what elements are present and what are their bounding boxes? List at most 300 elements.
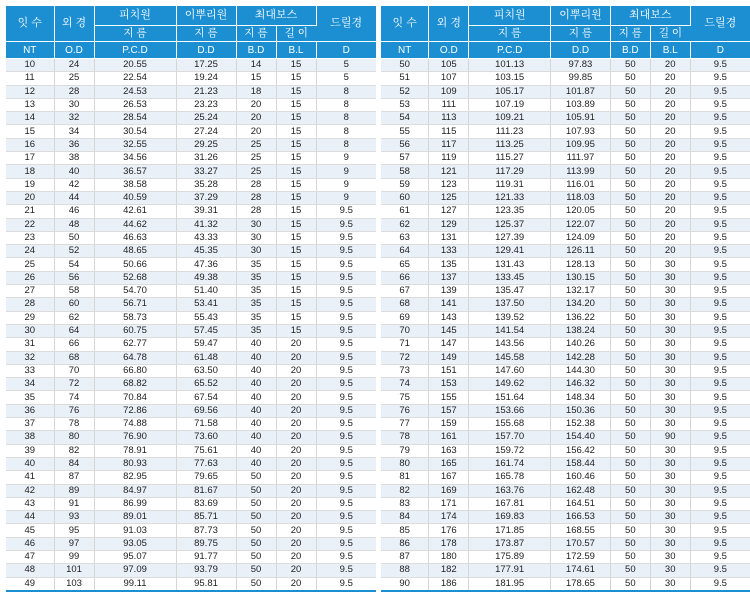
col-bl-code: B.L — [276, 42, 316, 59]
cell-bd: 50 — [610, 471, 650, 484]
cell-drill: 8 — [316, 112, 376, 125]
col-drill-code: D — [690, 42, 750, 59]
cell-nt: 44 — [6, 511, 54, 524]
cell-nt: 71 — [381, 338, 429, 351]
cell-nt: 77 — [381, 418, 429, 431]
cell-drill: 9.5 — [316, 271, 376, 284]
table-row — [381, 165, 750, 178]
cell-nt: 30 — [6, 324, 54, 337]
table-row — [6, 471, 376, 484]
cell-nt: 80 — [381, 457, 429, 470]
cell-pcd: 24.53 — [94, 85, 176, 98]
table-row — [6, 258, 376, 271]
cell-drill: 9.5 — [316, 364, 376, 377]
cell-nt: 69 — [381, 311, 429, 324]
cell-bl: 20 — [276, 418, 316, 431]
cell-bl: 20 — [650, 178, 690, 191]
cell-dd: 103.89 — [551, 98, 611, 111]
cell-od: 131 — [429, 231, 469, 244]
cell-bd: 50 — [610, 524, 650, 537]
cell-dd: 45.35 — [176, 245, 236, 258]
cell-bd: 50 — [610, 311, 650, 324]
cell-pcd: 141.54 — [469, 324, 551, 337]
table-row — [381, 191, 750, 204]
cell-od: 141 — [429, 298, 469, 311]
cell-dd: 158.44 — [551, 457, 611, 470]
spec-table-right — [381, 6, 750, 592]
col-drill-title: 드릴경 — [690, 6, 750, 42]
cell-pcd: 127.39 — [469, 231, 551, 244]
cell-bl: 20 — [650, 112, 690, 125]
cell-od: 52 — [54, 245, 94, 258]
cell-bl: 30 — [650, 484, 690, 497]
cell-pcd: 91.03 — [94, 524, 176, 537]
cell-bd: 40 — [236, 431, 276, 444]
cell-nt: 18 — [6, 165, 54, 178]
col-pcd-code: P.C.D — [469, 42, 551, 59]
cell-nt: 35 — [6, 391, 54, 404]
table-row — [381, 457, 750, 470]
cell-nt: 16 — [6, 138, 54, 151]
cell-dd: 124.09 — [551, 231, 611, 244]
cell-drill: 9.5 — [690, 165, 750, 178]
cell-nt: 33 — [6, 364, 54, 377]
cell-bd: 50 — [610, 511, 650, 524]
cell-pcd: 22.54 — [94, 72, 176, 85]
col-dd-sub: 지 름 — [176, 26, 236, 42]
cell-nt: 88 — [381, 564, 429, 577]
cell-od: 36 — [54, 138, 94, 151]
cell-od: 48 — [54, 218, 94, 231]
cell-bl: 30 — [650, 364, 690, 377]
cell-od: 28 — [54, 85, 94, 98]
cell-drill: 8 — [316, 125, 376, 138]
cell-bd: 35 — [236, 324, 276, 337]
cell-bl: 15 — [276, 245, 316, 258]
cell-drill: 9.5 — [690, 218, 750, 231]
cell-bd: 30 — [236, 218, 276, 231]
cell-nt: 17 — [6, 152, 54, 165]
cell-bl: 30 — [650, 537, 690, 550]
cell-od: 113 — [429, 112, 469, 125]
cell-nt: 41 — [6, 471, 54, 484]
table-row — [6, 59, 376, 72]
cell-nt: 78 — [381, 431, 429, 444]
cell-bl: 15 — [276, 205, 316, 218]
cell-od: 151 — [429, 364, 469, 377]
cell-bl: 30 — [650, 298, 690, 311]
cell-bd: 40 — [236, 391, 276, 404]
cell-bd: 50 — [610, 285, 650, 298]
cell-drill: 9.5 — [316, 404, 376, 417]
cell-pcd: 149.62 — [469, 378, 551, 391]
cell-bl: 30 — [650, 351, 690, 364]
cell-nt: 10 — [6, 59, 54, 72]
cell-bd: 50 — [610, 138, 650, 151]
cell-pcd: 177.91 — [469, 564, 551, 577]
cell-bl: 90 — [650, 431, 690, 444]
cell-dd: 148.34 — [551, 391, 611, 404]
table-row — [6, 457, 376, 470]
cell-drill: 9.5 — [316, 205, 376, 218]
table-row — [381, 271, 750, 284]
cell-drill: 5 — [316, 72, 376, 85]
cell-dd: 59.47 — [176, 338, 236, 351]
col-drill-title: 드릴경 — [316, 6, 376, 42]
table-row — [381, 231, 750, 244]
cell-od: 123 — [429, 178, 469, 191]
cell-drill: 9.5 — [316, 511, 376, 524]
cell-od: 25 — [54, 72, 94, 85]
col-bl-code: B.L — [650, 42, 690, 59]
table-row — [381, 98, 750, 111]
cell-dd: 21.23 — [176, 85, 236, 98]
cell-dd: 138.24 — [551, 324, 611, 337]
cell-drill: 9.5 — [316, 471, 376, 484]
table-row — [6, 98, 376, 111]
cell-pcd: 155.68 — [469, 418, 551, 431]
table-row — [381, 338, 750, 351]
cell-bd: 50 — [610, 550, 650, 563]
cell-pcd: 64.78 — [94, 351, 176, 364]
table-row — [6, 418, 376, 431]
cell-od: 40 — [54, 165, 94, 178]
cell-drill: 9.5 — [690, 564, 750, 577]
col-dd-code: D.D — [176, 42, 236, 59]
cell-drill: 9.5 — [690, 298, 750, 311]
table-row — [381, 138, 750, 151]
cell-pcd: 60.75 — [94, 324, 176, 337]
cell-drill: 9.5 — [690, 72, 750, 85]
cell-od: 135 — [429, 258, 469, 271]
cell-pcd: 34.56 — [94, 152, 176, 165]
cell-od: 149 — [429, 351, 469, 364]
cell-pcd: 115.27 — [469, 152, 551, 165]
cell-dd: 43.33 — [176, 231, 236, 244]
table-row — [381, 444, 750, 457]
cell-bl: 15 — [276, 231, 316, 244]
cell-nt: 64 — [381, 245, 429, 258]
cell-dd: 71.58 — [176, 418, 236, 431]
cell-pcd: 32.55 — [94, 138, 176, 151]
cell-dd: 107.93 — [551, 125, 611, 138]
cell-pcd: 167.81 — [469, 497, 551, 510]
cell-bd: 50 — [610, 231, 650, 244]
cell-od: 111 — [429, 98, 469, 111]
cell-bd: 35 — [236, 285, 276, 298]
cell-bl: 20 — [650, 152, 690, 165]
col-bd-sub: 지 름 — [236, 26, 276, 42]
cell-pcd: 123.35 — [469, 205, 551, 218]
cell-dd: 113.99 — [551, 165, 611, 178]
cell-bl: 30 — [650, 285, 690, 298]
cell-bd: 50 — [236, 471, 276, 484]
cell-pcd: 137.50 — [469, 298, 551, 311]
cell-dd: 47.36 — [176, 258, 236, 271]
table-row — [381, 484, 750, 497]
cell-dd: 61.48 — [176, 351, 236, 364]
cell-bl: 15 — [276, 152, 316, 165]
cell-nt: 63 — [381, 231, 429, 244]
table-row — [6, 484, 376, 497]
cell-bd: 35 — [236, 311, 276, 324]
cell-bl: 30 — [650, 418, 690, 431]
cell-drill: 9.5 — [690, 98, 750, 111]
cell-od: 78 — [54, 418, 94, 431]
table-row — [6, 324, 376, 337]
cell-od: 89 — [54, 484, 94, 497]
cell-bl: 30 — [650, 324, 690, 337]
cell-bl: 30 — [650, 271, 690, 284]
cell-pcd: 89.01 — [94, 511, 176, 524]
cell-bl: 20 — [276, 378, 316, 391]
table-row — [381, 245, 750, 258]
cell-bd: 14 — [236, 59, 276, 72]
cell-dd: 156.42 — [551, 444, 611, 457]
cell-bd: 18 — [236, 85, 276, 98]
cell-bd: 50 — [610, 59, 650, 72]
cell-bd: 50 — [610, 112, 650, 125]
cell-bd: 50 — [610, 431, 650, 444]
cell-pcd: 28.54 — [94, 112, 176, 125]
cell-bl: 15 — [276, 138, 316, 151]
cell-bl: 15 — [276, 324, 316, 337]
cell-drill: 9.5 — [690, 85, 750, 98]
cell-od: 82 — [54, 444, 94, 457]
cell-nt: 51 — [381, 72, 429, 85]
cell-bl: 20 — [276, 338, 316, 351]
cell-pcd: 95.07 — [94, 550, 176, 563]
cell-bl: 30 — [650, 497, 690, 510]
cell-dd: 39.31 — [176, 205, 236, 218]
cell-nt: 52 — [381, 85, 429, 98]
cell-nt: 20 — [6, 191, 54, 204]
cell-pcd: 135.47 — [469, 285, 551, 298]
cell-bl: 20 — [650, 218, 690, 231]
cell-bl: 20 — [650, 98, 690, 111]
cell-bl: 30 — [650, 550, 690, 563]
cell-pcd: 26.53 — [94, 98, 176, 111]
cell-dd: 81.67 — [176, 484, 236, 497]
cell-nt: 38 — [6, 431, 54, 444]
cell-bl: 30 — [650, 564, 690, 577]
cell-nt: 42 — [6, 484, 54, 497]
cell-bd: 50 — [236, 497, 276, 510]
cell-bl: 30 — [650, 311, 690, 324]
cell-pcd: 44.62 — [94, 218, 176, 231]
cell-nt: 28 — [6, 298, 54, 311]
cell-nt: 32 — [6, 351, 54, 364]
cell-bd: 40 — [236, 404, 276, 417]
table-row — [6, 524, 376, 537]
cell-dd: 51.40 — [176, 285, 236, 298]
cell-pcd: 133.45 — [469, 271, 551, 284]
cell-nt: 50 — [381, 59, 429, 72]
cell-drill: 9.5 — [690, 258, 750, 271]
cell-drill: 9.5 — [316, 457, 376, 470]
cell-bd: 50 — [610, 298, 650, 311]
cell-bd: 50 — [610, 378, 650, 391]
cell-od: 66 — [54, 338, 94, 351]
cell-drill: 9.5 — [690, 338, 750, 351]
col-pcd-title: 피치원 — [94, 6, 176, 26]
cell-pcd: 131.43 — [469, 258, 551, 271]
cell-bl: 20 — [650, 191, 690, 204]
cell-dd: 122.07 — [551, 218, 611, 231]
table-row — [6, 191, 376, 204]
cell-pcd: 58.73 — [94, 311, 176, 324]
cell-pcd: 159.72 — [469, 444, 551, 457]
cell-bd: 50 — [610, 85, 650, 98]
cell-bd: 35 — [236, 298, 276, 311]
cell-od: 54 — [54, 258, 94, 271]
cell-nt: 84 — [381, 511, 429, 524]
table-row — [6, 378, 376, 391]
cell-drill: 9.5 — [690, 112, 750, 125]
cell-dd: 41.32 — [176, 218, 236, 231]
cell-pcd: 36.57 — [94, 165, 176, 178]
cell-bl: 20 — [276, 457, 316, 470]
cell-dd: 75.61 — [176, 444, 236, 457]
cell-od: 107 — [429, 72, 469, 85]
cell-bd: 50 — [610, 258, 650, 271]
cell-drill: 9.5 — [316, 484, 376, 497]
cell-pcd: 111.23 — [469, 125, 551, 138]
cell-od: 143 — [429, 311, 469, 324]
cell-bl: 15 — [276, 59, 316, 72]
cell-bl: 20 — [276, 431, 316, 444]
cell-bd: 25 — [236, 152, 276, 165]
cell-pcd: 68.82 — [94, 378, 176, 391]
cell-dd: 162.48 — [551, 484, 611, 497]
cell-dd: 109.95 — [551, 138, 611, 151]
cell-bl: 20 — [650, 231, 690, 244]
table-row — [381, 258, 750, 271]
spec-table-left-body — [6, 59, 376, 591]
col-od-title: 외 경 — [54, 6, 94, 42]
cell-od: 64 — [54, 324, 94, 337]
cell-od: 169 — [429, 484, 469, 497]
table-row — [6, 285, 376, 298]
table-row — [6, 404, 376, 417]
cell-od: 117 — [429, 138, 469, 151]
cell-bl: 30 — [650, 338, 690, 351]
col-bl-sub: 길 이 — [276, 26, 316, 42]
cell-drill: 9 — [316, 191, 376, 204]
cell-bd: 40 — [236, 378, 276, 391]
cell-od: 125 — [429, 191, 469, 204]
table-row — [6, 85, 376, 98]
cell-bd: 50 — [236, 564, 276, 577]
cell-nt: 73 — [381, 364, 429, 377]
table-row — [381, 125, 750, 138]
cell-drill: 9.5 — [690, 484, 750, 497]
cell-od: 174 — [429, 511, 469, 524]
cell-od: 163 — [429, 444, 469, 457]
cell-pcd: 70.84 — [94, 391, 176, 404]
cell-dd: 142.28 — [551, 351, 611, 364]
cell-nt: 72 — [381, 351, 429, 364]
table-row — [6, 165, 376, 178]
cell-od: 105 — [429, 59, 469, 72]
cell-drill: 9.5 — [690, 524, 750, 537]
cell-pcd: 38.58 — [94, 178, 176, 191]
cell-bl: 20 — [276, 564, 316, 577]
table-row — [6, 138, 376, 151]
cell-nt: 21 — [6, 205, 54, 218]
cell-dd: 140.26 — [551, 338, 611, 351]
cell-dd: 101.87 — [551, 85, 611, 98]
cell-bd: 50 — [610, 351, 650, 364]
table-row — [381, 391, 750, 404]
cell-dd: 29.25 — [176, 138, 236, 151]
cell-nt: 87 — [381, 550, 429, 563]
cell-drill: 9.5 — [690, 550, 750, 563]
cell-od: 155 — [429, 391, 469, 404]
cell-bl: 30 — [650, 511, 690, 524]
table-row — [381, 59, 750, 72]
cell-bl: 20 — [650, 165, 690, 178]
cell-dd: 63.50 — [176, 364, 236, 377]
cell-bd: 28 — [236, 205, 276, 218]
table-row — [6, 178, 376, 191]
cell-nt: 75 — [381, 391, 429, 404]
table-row — [381, 404, 750, 417]
cell-nt: 90 — [381, 577, 429, 591]
cell-drill: 9.5 — [690, 431, 750, 444]
cell-dd: 65.52 — [176, 378, 236, 391]
cell-bd: 50 — [610, 444, 650, 457]
cell-nt: 86 — [381, 537, 429, 550]
cell-dd: 118.03 — [551, 191, 611, 204]
cell-bl: 20 — [650, 205, 690, 218]
cell-dd: 172.59 — [551, 550, 611, 563]
cell-nt: 46 — [6, 537, 54, 550]
col-dd-code: D.D — [551, 42, 611, 59]
col-pcd-sub: 지 름 — [469, 26, 551, 42]
cell-nt: 40 — [6, 457, 54, 470]
cell-pcd: 72.86 — [94, 404, 176, 417]
cell-drill: 9.5 — [690, 537, 750, 550]
cell-bl: 30 — [650, 391, 690, 404]
cell-bd: 15 — [236, 72, 276, 85]
table-row — [381, 112, 750, 125]
cell-drill: 9.5 — [690, 231, 750, 244]
cell-nt: 60 — [381, 191, 429, 204]
cell-nt: 12 — [6, 85, 54, 98]
cell-dd: 27.24 — [176, 125, 236, 138]
cell-od: 32 — [54, 112, 94, 125]
cell-bd: 50 — [610, 178, 650, 191]
cell-drill: 9.5 — [316, 564, 376, 577]
cell-od: 91 — [54, 497, 94, 510]
cell-bl: 15 — [276, 191, 316, 204]
table-row — [6, 338, 376, 351]
cell-bd: 50 — [236, 484, 276, 497]
cell-dd: 146.32 — [551, 378, 611, 391]
cell-od: 62 — [54, 311, 94, 324]
cell-drill: 9.5 — [690, 285, 750, 298]
cell-nt: 66 — [381, 271, 429, 284]
cell-drill: 9.5 — [690, 511, 750, 524]
cell-bd: 50 — [610, 338, 650, 351]
cell-od: 87 — [54, 471, 94, 484]
cell-bd: 50 — [610, 271, 650, 284]
cell-pcd: 117.29 — [469, 165, 551, 178]
cell-nt: 67 — [381, 285, 429, 298]
cell-drill: 9.5 — [316, 351, 376, 364]
cell-nt: 36 — [6, 404, 54, 417]
